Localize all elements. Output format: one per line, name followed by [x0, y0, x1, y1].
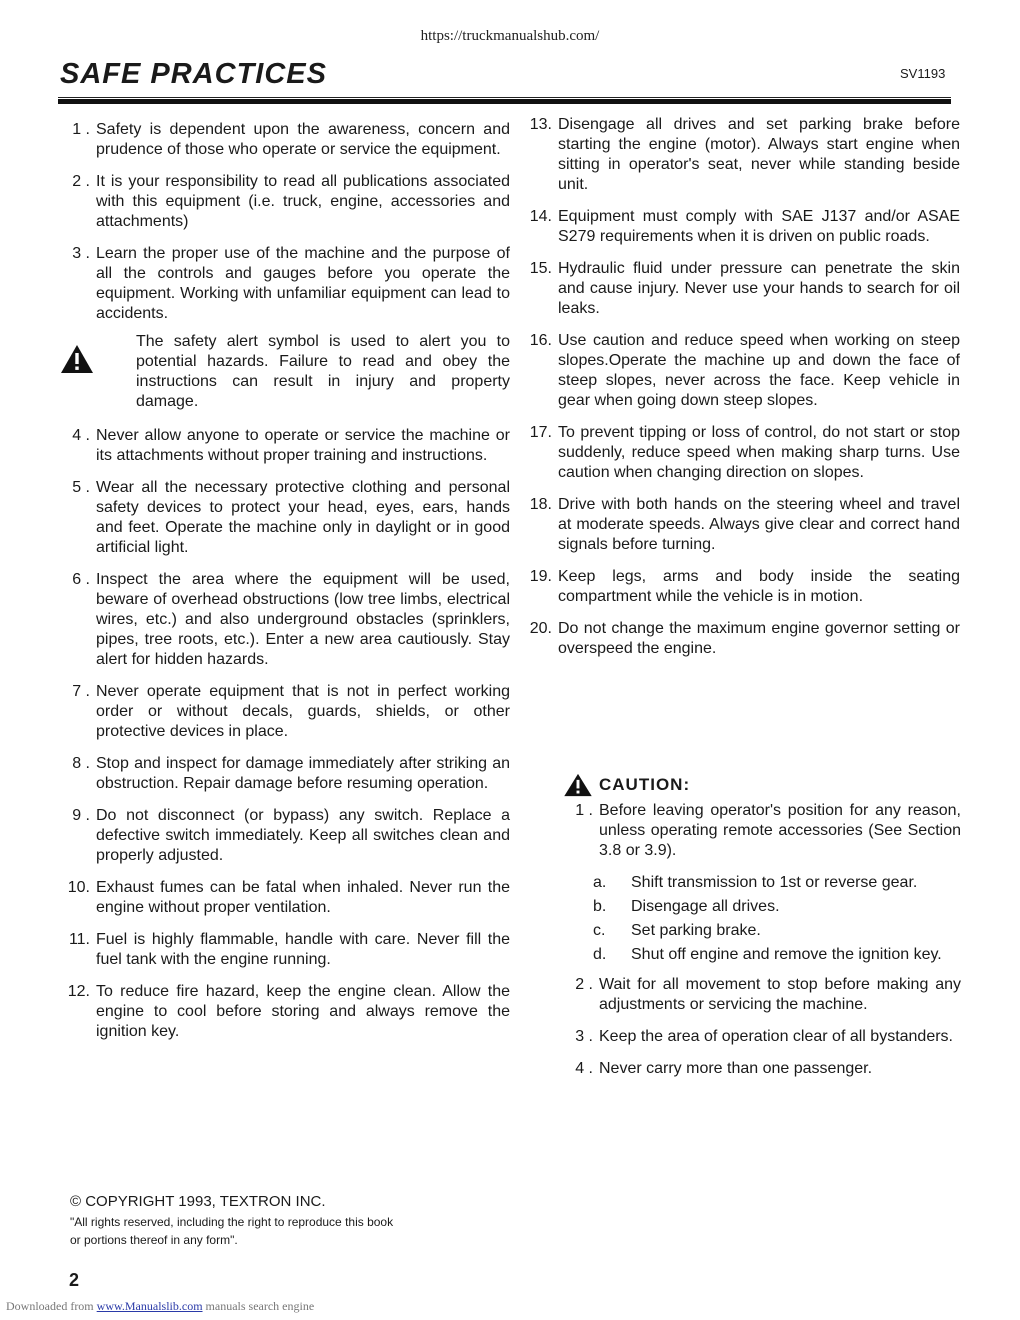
- item-number: 6 .: [72, 571, 90, 588]
- caution-subitem-a: [563, 873, 961, 893]
- item-text: Keep the area of operation clear of all bystanders.: [599, 1028, 953, 1045]
- practice-item-7: [60, 682, 510, 742]
- practice-item-3: [60, 244, 510, 324]
- item-text: Never carry more than one passenger.: [599, 1060, 873, 1077]
- item-number: 19.: [529, 568, 552, 585]
- practice-item-18: [522, 495, 960, 555]
- item-text: Safety is dependent upon the awareness, concern and prudence of those who operate or service the equipment.: [96, 121, 510, 158]
- practice-item-4: [60, 426, 510, 466]
- warning-triangle-icon: [563, 773, 593, 797]
- item-text: Do not change the maximum engine governor setting or overspeed the engine.: [558, 620, 960, 657]
- left-column: [60, 120, 510, 1054]
- item-text: Drive with both hands on the steering wheel and travel at moderate speeds. Always give clear and correct hand signals before turning.: [558, 496, 960, 553]
- item-text: Wear all the necessary protective clothing and personal safety devices to protect your head, eyes, ears, hands and feet. Operate the machine only in daylight or in good artificial light.: [96, 479, 510, 556]
- item-text: Disengage all drives and set parking brake before starting the engine (motor). Always start engine when sitting in operator's seat, never while standing beside unit.: [558, 116, 960, 193]
- manualslib-link[interactable]: www.Manualslib.com: [96, 1299, 203, 1313]
- alert-text: The safety alert symbol is used to alert you to potential hazards. Failure to read and obey the instructions can result in injury and property damage.: [136, 333, 510, 410]
- item-number: 15.: [529, 260, 552, 277]
- subitem-letter: a.: [593, 874, 607, 891]
- item-text: Wait for all movement to stop before making any adjustments or servicing the machine.: [599, 976, 961, 1013]
- item-number: 4 .: [575, 1060, 593, 1077]
- subitem-text: Shut off engine and remove the ignition key.: [631, 946, 942, 963]
- item-number: 1 .: [575, 802, 593, 819]
- item-text: Do not disconnect (or bypass) any switch. Replace a defective switch immediately. Keep all switches clean and properly adjusted.: [96, 807, 510, 864]
- item-text: Hydraulic fluid under pressure can penetrate the skin and cause injury. Never use your hands to search for oil leaks.: [558, 260, 960, 317]
- item-text: Equipment must comply with SAE J137 and/or ASAE S279 requirements when it is driven on public roads.: [558, 208, 960, 245]
- item-number: 10.: [67, 879, 90, 896]
- caution-subitem-d: [563, 945, 961, 965]
- practice-item-5: [60, 478, 510, 558]
- practice-item-19: [522, 567, 960, 607]
- safety-alert-note: [60, 332, 510, 412]
- item-number: 2 .: [72, 173, 90, 190]
- subitem-letter: c.: [593, 922, 606, 939]
- page-number: 2: [69, 1270, 80, 1290]
- practice-item-6: [60, 570, 510, 670]
- practice-item-10: [60, 878, 510, 918]
- caution-section: [563, 773, 961, 1091]
- item-number: 16.: [529, 332, 552, 349]
- source-url: https://truckmanualshub.com/: [420, 28, 600, 44]
- page-title: SAFE PRACTICES: [60, 58, 327, 90]
- practice-item-17: [522, 423, 960, 483]
- caution-heading: [563, 773, 961, 797]
- item-number: 7 .: [72, 683, 90, 700]
- caution-item-3: [563, 1027, 961, 1047]
- item-text: Never operate equipment that is not in perfect working order or without decals, guards, shields, or other protective devices in place.: [96, 683, 510, 740]
- caution-label: CAUTION:: [599, 775, 691, 794]
- footer-suffix: manuals search engine: [202, 1299, 315, 1313]
- practice-item-11: [60, 930, 510, 970]
- right-column: [522, 115, 960, 671]
- practice-item-13: [522, 115, 960, 195]
- rights-notice: "All rights reserved, including the right to reproduce this book or portions thereof in any form".: [70, 1215, 394, 1247]
- item-text: Use caution and reduce speed when working on steep slopes.Operate the machine up and down the face of steep slopes, never across the face. Keep vehicle in gear when going down steep slopes.: [558, 332, 960, 409]
- caution-item-1: [563, 801, 961, 861]
- item-number: 3 .: [72, 245, 90, 262]
- item-number: 1 .: [72, 121, 90, 138]
- warning-triangle-icon: [60, 332, 136, 380]
- item-text: Keep legs, arms and body inside the seating compartment while the vehicle is in motion.: [558, 568, 960, 605]
- item-number: 5 .: [72, 479, 90, 496]
- header-rule-thin: [58, 97, 951, 98]
- practice-item-12: [60, 982, 510, 1042]
- item-text: Exhaust fumes can be fatal when inhaled. Never run the engine without proper ventilation.: [96, 879, 510, 916]
- item-number: 3 .: [575, 1028, 593, 1045]
- item-number: 18.: [529, 496, 552, 513]
- document-code: SV1193: [900, 66, 946, 81]
- item-number: 12.: [67, 983, 90, 1000]
- item-number: 4 .: [72, 427, 90, 444]
- practice-item-1: [60, 120, 510, 160]
- copyright-line: © COPYRIGHT 1993, TEXTRON INC.: [70, 1193, 326, 1210]
- item-number: 20.: [529, 620, 552, 637]
- subitem-letter: d.: [593, 946, 607, 963]
- practice-item-15: [522, 259, 960, 319]
- download-footer: [6, 1299, 314, 1314]
- subitem-text: Disengage all drives.: [631, 898, 780, 915]
- practice-item-8: [60, 754, 510, 794]
- item-number: 14.: [529, 208, 552, 225]
- caution-item-2: [563, 975, 961, 1015]
- item-text: Learn the proper use of the machine and the purpose of all the controls and gauges before you operate the equipment. Working with unfamiliar equipment can lead to accidents.: [96, 245, 510, 322]
- subitem-text: Shift transmission to 1st or reverse gear.: [631, 874, 918, 891]
- item-text: Inspect the area where the equipment will be used, beware of overhead obstructions (low tree limbs, electrical wires, etc.) and also underground obstacles (sprinklers, pipes, tree roots, etc.). Enter a new area cautiously. Stay alert for hidden hazards.: [96, 571, 510, 668]
- item-number: 11.: [68, 931, 90, 948]
- item-text: Stop and inspect for damage immediately after striking an obstruction. Repair damage before resuming operation.: [96, 755, 510, 792]
- item-text: It is your responsibility to read all publications associated with this equipment (i.e. truck, engine, accessories and attachments): [96, 173, 510, 230]
- header-rule-thick: [58, 99, 951, 104]
- practice-item-16: [522, 331, 960, 411]
- item-number: 17.: [529, 424, 552, 441]
- item-text: To prevent tipping or loss of control, do not start or stop suddenly, reduce speed when making sharp turns. Use caution when changing direction on slopes.: [558, 424, 960, 481]
- practice-item-20: [522, 619, 960, 659]
- practice-item-9: [60, 806, 510, 866]
- caution-subitem-c: [563, 921, 961, 941]
- item-text: Before leaving operator's position for any reason, unless operating remote accessories (See Section 3.8 or 3.9).: [599, 802, 961, 859]
- item-number: 13.: [529, 116, 552, 133]
- footer-prefix: Downloaded from: [6, 1299, 97, 1313]
- item-number: 8 .: [72, 755, 90, 772]
- caution-subitem-b: [563, 897, 961, 917]
- item-text: To reduce fire hazard, keep the engine clean. Allow the engine to cool before storing and always remove the ignition key.: [96, 983, 510, 1040]
- practice-item-14: [522, 207, 960, 247]
- caution-item-4: [563, 1059, 961, 1079]
- subitem-letter: b.: [593, 898, 607, 915]
- practice-item-2: [60, 172, 510, 232]
- item-number: 9 .: [72, 807, 90, 824]
- item-text: Never allow anyone to operate or service the machine or its attachments without proper training and instructions.: [96, 427, 510, 464]
- item-text: Fuel is highly flammable, handle with care. Never fill the fuel tank with the engine running.: [96, 931, 510, 968]
- subitem-text: Set parking brake.: [631, 922, 761, 939]
- item-number: 2 .: [575, 976, 593, 993]
